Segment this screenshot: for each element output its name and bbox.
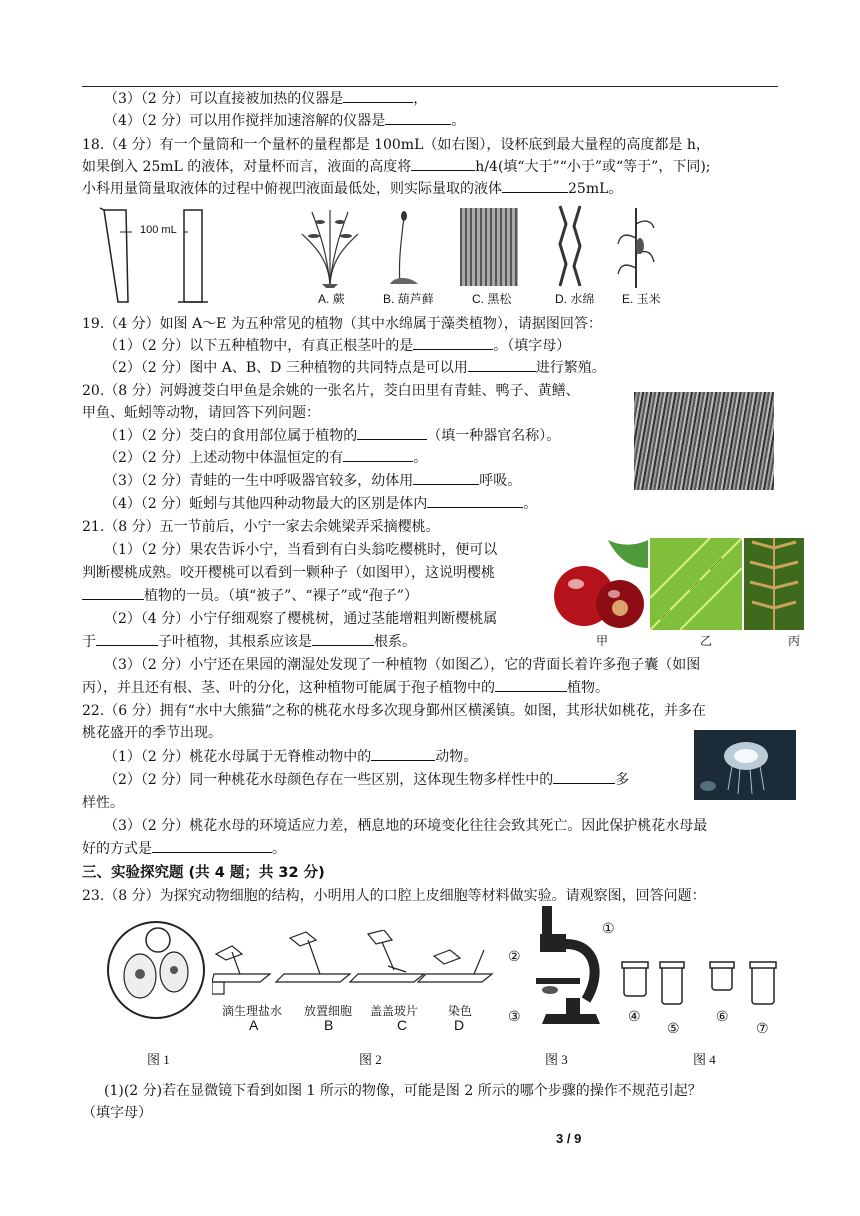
label-6: ⑥ — [716, 1008, 729, 1024]
q19-line1: 19.（4 分）如图 A～E 为五种常见的植物（其中水绵属于藻类植物），请据图回答： — [82, 316, 602, 332]
q23-sub1-line1: (1)(2 分)若在显微镜下看到如图 1 所示的物像，可能是图 2 所示的哪个步骤的操作不规范引起？ — [104, 1083, 702, 1099]
answer-blank[interactable] — [357, 425, 427, 440]
q20-line1: 20.（8 分）河姆渡茭白甲鱼是余姚的一张名片，茭白田里有青蛙、鸭子、黄鳝、 — [82, 383, 580, 399]
answer-blank[interactable] — [82, 585, 144, 600]
q21-line3: 判断樱桃成熟。咬开樱桃可以看到一颗种子（如图甲），这说明樱桃 — [82, 565, 495, 581]
answer-blank[interactable] — [553, 769, 615, 784]
fig3-caption: 图 3 — [545, 1052, 568, 1067]
fig2-caption: 图 2 — [359, 1052, 382, 1067]
q18-line1: 18.（4 分）有一个量筒和一个量杯的量程都是 100mL（如右图），设杯底到最大量程的高度都是 h， — [82, 137, 710, 153]
answer-blank[interactable] — [495, 677, 567, 692]
q21-line8: 丙），并且还有根、茎、叶的分化，这种植物可能属于孢子植物中的 植物。 — [82, 677, 609, 699]
answer-blank[interactable] — [96, 631, 158, 646]
figure2-steps — [212, 930, 502, 1000]
plant-caption-b: B. 葫芦藓 — [383, 292, 434, 306]
answer-blank[interactable] — [343, 88, 413, 103]
q18-line2: 如果倒入 25mL 的液体，对量杯而言，液面的高度将 h/4(填“大于”“小于”或“等于”，下同); — [82, 156, 711, 178]
step-a-label: 滴生理盐水 — [222, 1004, 283, 1018]
q21-line7: （3）（2 分）小宁还在果园的潮湿处发现了一种植物（如图乙），它的背面长着许多孢子囊（如图 — [104, 657, 701, 673]
q19-line3: （2）（2 分）图中 A、B、D 三种植物的共同特点是可以用 进行繁殖。 — [104, 357, 606, 379]
measuring-cup-icon — [104, 210, 128, 302]
answer-blank[interactable] — [343, 447, 413, 462]
step-b-label: 放置细胞 — [304, 1004, 353, 1018]
label-7: ⑦ — [756, 1020, 769, 1036]
answer-blank[interactable] — [413, 470, 479, 485]
cherry-photo — [548, 538, 648, 630]
step-d-label: 染色 — [448, 1004, 473, 1018]
q22-line4: （2）（2 分）同一种桃花水母颜色存在一些区别，这体现生物多样性中的 多 — [104, 769, 629, 791]
fern-icon — [300, 206, 360, 288]
q22-line2: 桃花盛开的季节出现。 — [82, 725, 222, 741]
plant-caption-e: E. 玉米 — [622, 292, 661, 306]
label-3: ③ — [508, 1008, 521, 1024]
q17-line3: （3）（2 分）可以直接被加热的仪器是 ， — [104, 88, 427, 110]
q22-line1: 22.（6 分）拥有“水中大熊猫”之称的桃花水母多次现身鄞州区横溪镇。如图，其形状如桃花，并多在 — [82, 703, 706, 719]
q22-line7: 好的方式是 。 — [82, 838, 286, 860]
q21-line6: 于 子叶植物，其根系应该是 根系。 — [82, 631, 416, 653]
pine-image — [460, 208, 518, 286]
q20-line4: （2）（2 分）上述动物中体温恒定的有 。 — [104, 447, 427, 469]
q20-line2: 甲鱼、蚯蚓等动物，请回答下列问题： — [82, 405, 320, 421]
measuring-cup-and-cylinder-figure — [98, 204, 222, 308]
q20-line3: （1）（2 分）茭白的食用部位属于植物的 （填一种器官名称）。 — [104, 425, 560, 447]
q22-line6: （3）（2 分）桃花水母的环境适应力差，栖息地的环境变化往往会致其死亡。因此保护桃花水母最 — [104, 818, 708, 834]
q23-sub1-line2: （填字母） — [82, 1105, 152, 1121]
section-heading: 三、实验探究题 (共 4 题；共 32 分) — [82, 865, 325, 881]
figure1-microscope-view — [104, 918, 208, 1022]
answer-blank[interactable] — [371, 746, 435, 761]
q20-line5: （3）（2 分）青蛙的一生中呼吸器官较多，幼体用 呼吸。 — [104, 470, 521, 492]
page-number: 3 / 9 — [556, 1131, 582, 1146]
spore-leaf-photo — [744, 538, 804, 630]
moss-icon — [382, 210, 426, 286]
plant-caption-a: A. 蕨 — [318, 292, 345, 306]
q22-line3: （1）（2 分）桃花水母属于无脊椎动物中的 动物。 — [104, 746, 477, 768]
label-2: ② — [508, 948, 521, 964]
capacity-label: 100 mL — [140, 224, 177, 236]
q18-line3: 小科用量筒量取液体的过程中俯视凹液面最低处，则实际量取的液体 25mL。 — [82, 178, 622, 200]
header-rule — [82, 86, 778, 87]
fig1-caption: 图 1 — [147, 1052, 170, 1067]
water-bamboo-photo — [634, 392, 774, 490]
q21-line1: 21.（8 分）五一节前后，小宁一家去余姚梁弄采摘樱桃。 — [82, 519, 440, 535]
fig4-caption: 图 4 — [693, 1052, 716, 1067]
label-1: ① — [602, 920, 615, 936]
jellyfish-photo — [694, 730, 796, 800]
label-4: ④ — [628, 1008, 641, 1024]
q19-line2: （1）（2 分）以下五种植物中，有真正根茎叶的是 。（填字母） — [104, 335, 570, 357]
fern-leaf-photo — [650, 538, 742, 630]
answer-blank[interactable] — [385, 110, 451, 125]
q23-line1: 23.（8 分）为探究动物细胞的结构，小明用人的口腔上皮细胞等材料做实验。请观察图，回答问题： — [82, 888, 706, 904]
corn-icon — [616, 204, 656, 288]
answer-blank[interactable] — [152, 838, 272, 853]
q17-line4: （4）（2 分）可以用作搅拌加速溶解的仪器是 。 — [104, 110, 465, 132]
graduated-cylinder-icon — [184, 210, 202, 302]
fig-label-jia: 甲 — [596, 634, 609, 648]
answer-blank[interactable] — [312, 631, 374, 646]
step-d-letter: D — [454, 1017, 465, 1033]
answer-blank[interactable] — [468, 357, 536, 372]
answer-blank[interactable] — [502, 178, 568, 193]
label-5: ⑤ — [667, 1020, 680, 1036]
fig-label-yi: 乙 — [700, 634, 713, 648]
plant-caption-d: D. 水绵 — [555, 292, 595, 306]
fig-label-bing: 丙 — [788, 634, 801, 648]
microscope-icon — [526, 904, 610, 1028]
spirogyra-icon — [552, 204, 592, 288]
q21-line5: （2）（4 分）小宁仔细观察了樱桃树，通过茎能增粗判断樱桃属 — [104, 611, 498, 627]
step-c-label: 盖盖玻片 — [370, 1004, 419, 1018]
bubble-icon — [146, 928, 170, 952]
step-b-letter: B — [324, 1017, 334, 1033]
answer-blank[interactable] — [413, 335, 493, 350]
step-a-letter: A — [249, 1017, 259, 1033]
step-c-letter: C — [397, 1017, 408, 1033]
plant-caption-c: C. 黑松 — [472, 292, 512, 306]
q22-line5: 样性。 — [82, 795, 124, 811]
objective-eyepiece-lenses — [620, 958, 780, 1008]
q20-line6: （4）（2 分）蚯蚓与其他四种动物最大的区别是体内 。 — [104, 493, 537, 515]
answer-blank[interactable] — [411, 156, 475, 171]
q21-line2: （1）（2 分）果农告诉小宁，当看到有白头翁吃樱桃时，便可以 — [104, 542, 498, 558]
answer-blank[interactable] — [427, 493, 523, 508]
q21-line4: 植物的一员。（填“被子”、“裸子”或“孢子”） — [82, 585, 418, 607]
